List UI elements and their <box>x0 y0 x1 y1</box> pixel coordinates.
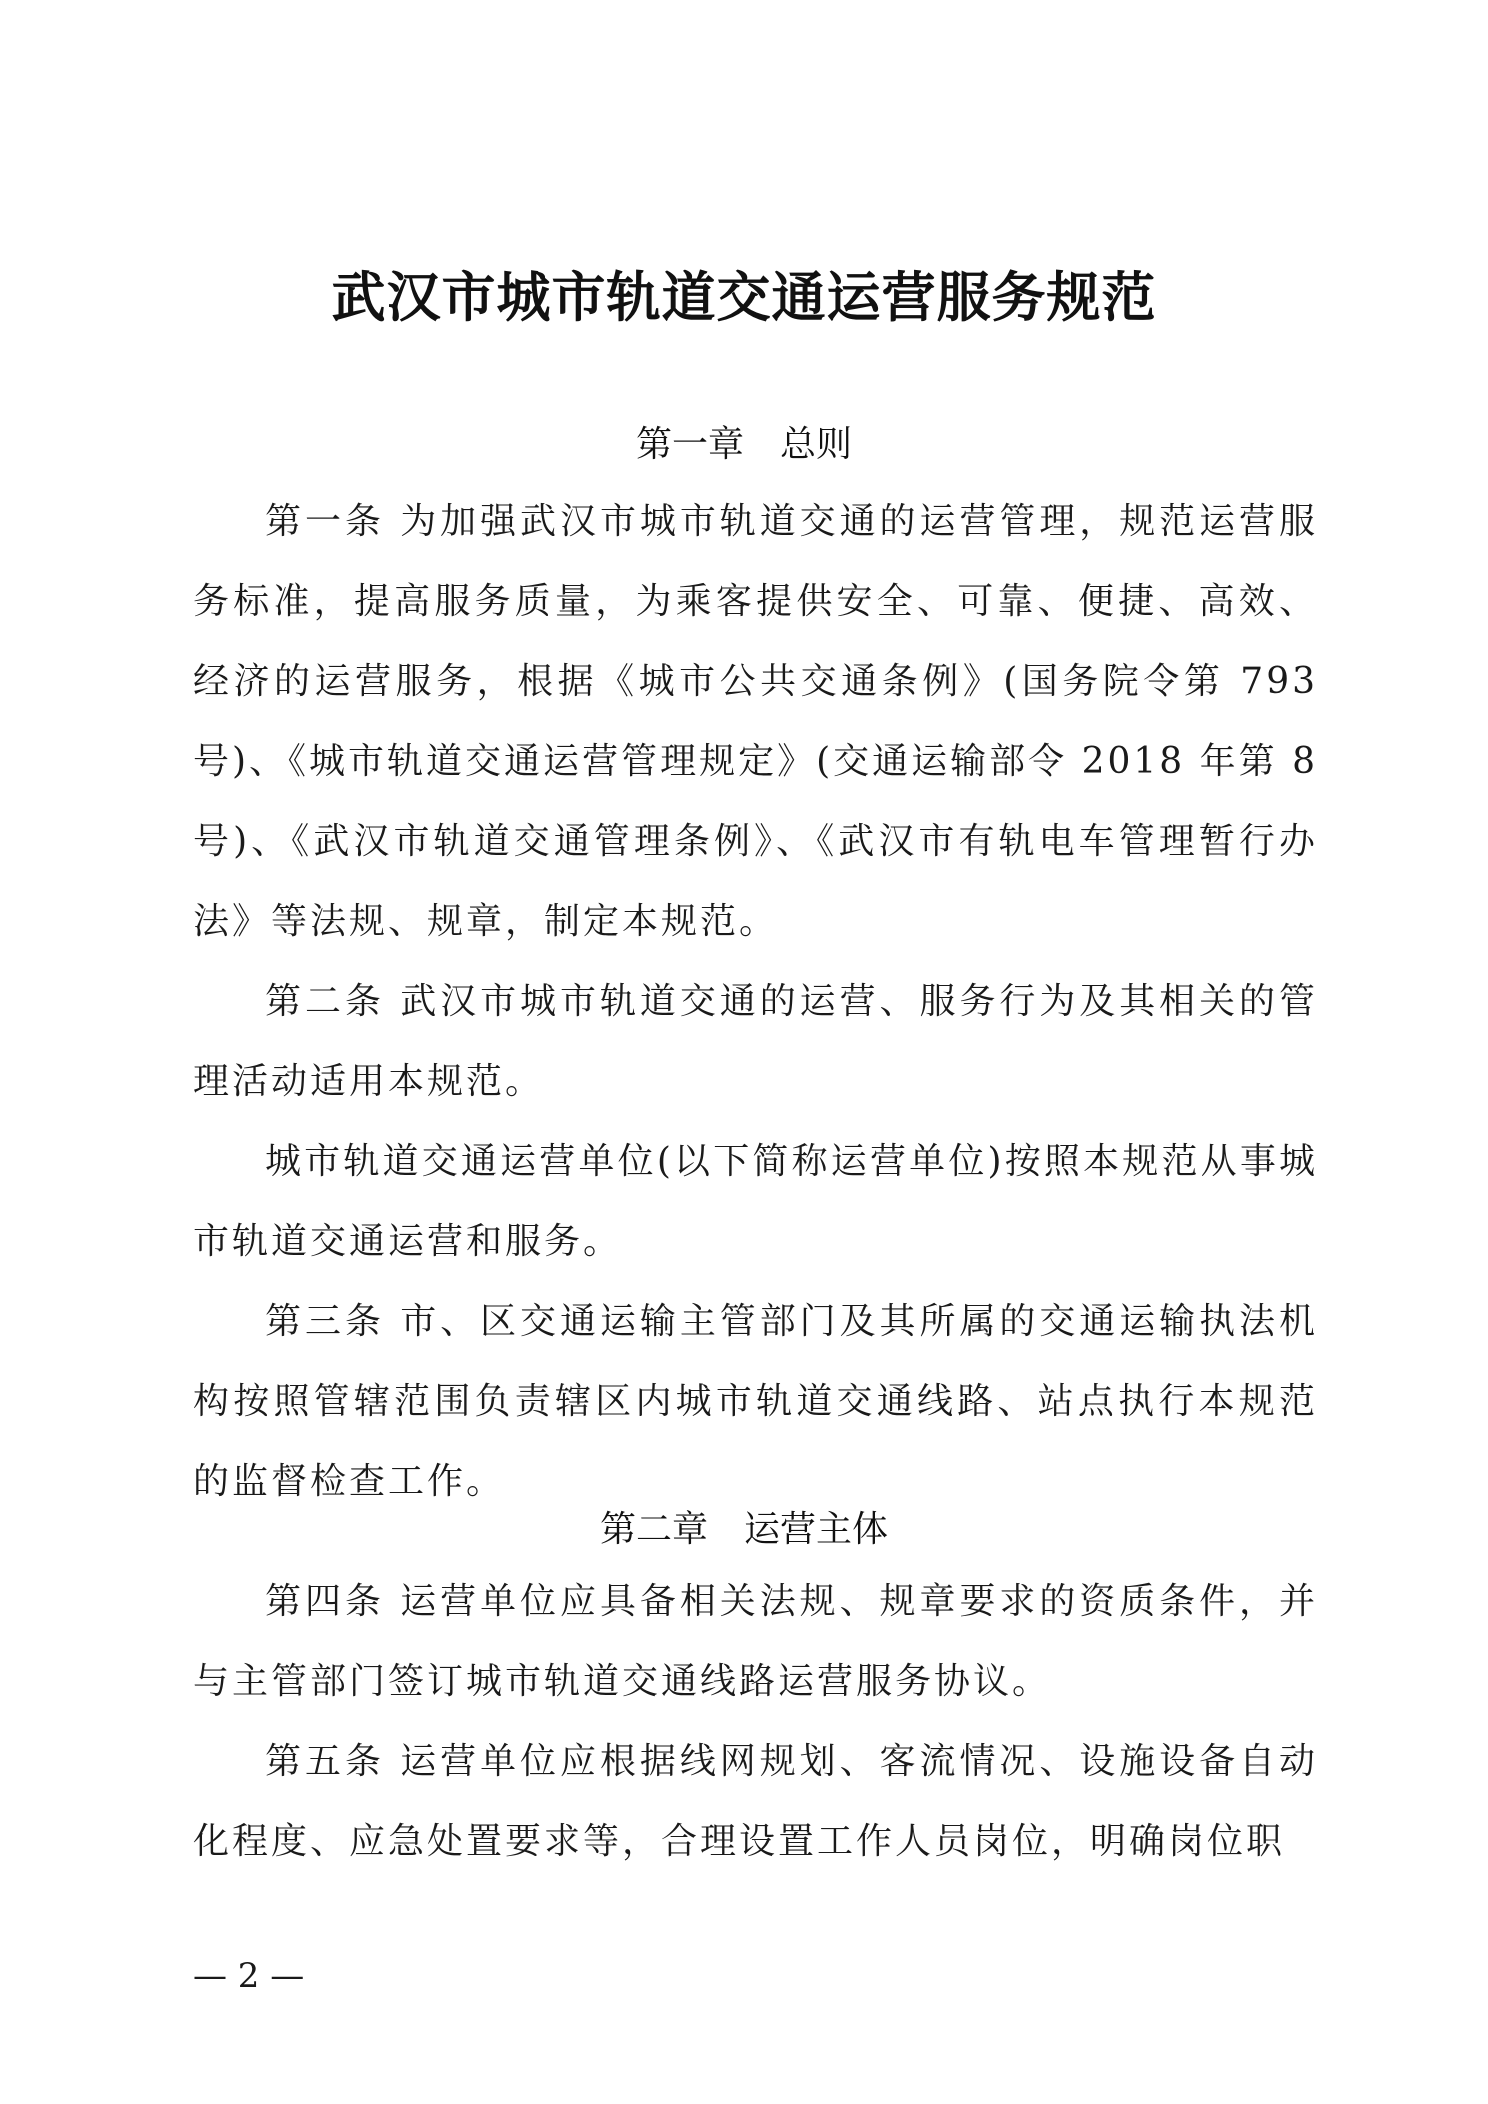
article-4: 第四条 运营单位应具备相关法规、规章要求的资质条件，并与主管部门签订城市轨道交通线路运营服务协议。 <box>193 1581 1318 1702</box>
article-5: 第五条 运营单位应根据线网规划、客流情况、设施设备自动化程度、应急处置要求等，合理设置工作人员岗位，明确岗位职 <box>193 1741 1318 1862</box>
article-3: 第三条 市、区交通运输主管部门及其所属的交通运输执法机构按照管辖范围负责辖区内城市轨道交通线路、站点执行本规范的监督检查工作。 <box>193 1301 1318 1502</box>
document-title: 武汉市城市轨道交通运营服务规范 <box>331 265 1157 329</box>
article-1: 第一条 为加强武汉市城市轨道交通的运营管理，规范运营服务标准，提高服务质量，为乘客提供安全、可靠、便捷、高效、经济的运营服务，根据《城市公共交通条例》(国务院令第 793 号)、《城市轨道交通运营管理规定》(交通运输部令 2018 年第 8 号)、《武汉市轨道交通管理条例》、《武汉市有轨电车管理暂行办法》等法规、规章，制定本规范。 <box>193 501 1318 942</box>
article-2-clause: 城市轨道交通运营单位(以下简称运营单位)按照本规范从事城市轨道交通运营和服务。 <box>193 1141 1318 1262</box>
chapter-1-body <box>193 482 1318 1522</box>
chapter-1-heading: 第一章 总则 <box>635 424 852 465</box>
chapter-2-heading: 第二章 运营主体 <box>599 1509 888 1550</box>
page-number: — 2 — <box>193 1956 305 1996</box>
article-2: 第二条 武汉市城市轨道交通的运营、服务行为及其相关的管理活动适用本规范。 <box>193 981 1318 1102</box>
chapter-2-body <box>193 1562 1318 1882</box>
